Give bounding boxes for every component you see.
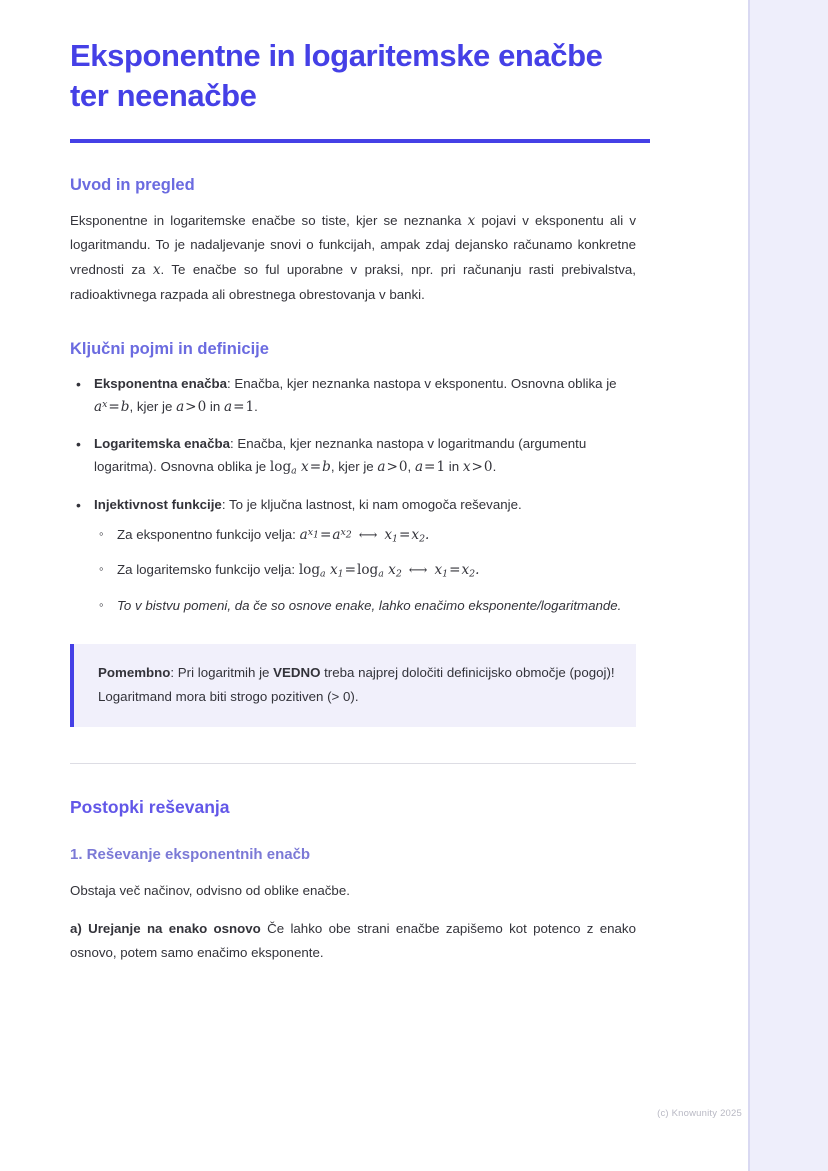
concepts-list — [70, 373, 636, 618]
callout-emphasis: VEDNO — [273, 664, 321, 680]
document-content — [70, 36, 636, 980]
math-x-2: x — [152, 261, 161, 278]
bullet2-text-b: , kjer je — [330, 459, 378, 475]
sub1-text: Za eksponentno funkcijo velja: — [117, 526, 300, 542]
math-injectivity-exponential: $a^{x_1}=a^{x_2}$ ⟷ $x_1=x_2$. — [299, 526, 430, 545]
subsection-heading-exponential-methods: 1. Reševanje eksponentnih enačb — [70, 845, 311, 863]
bullet2-text-e: . — [492, 459, 497, 475]
list-item — [94, 524, 636, 548]
list-item — [94, 559, 636, 583]
bullet2-text-c: , — [407, 459, 415, 475]
callout-text-b: treba najprej določiti definicijsko območje (pogoj)! Logaritmand mora biti strogo pozitiven (> 0). — [98, 664, 615, 705]
sub2-text: Za logaritemsko funkcijo velja: — [117, 562, 299, 578]
left-margin-band — [0, 0, 34, 1171]
list-item — [70, 494, 636, 618]
math-a-eq-1: a=1 — [223, 398, 255, 415]
list-item — [70, 373, 636, 419]
bullet1-text-d: . — [254, 398, 258, 414]
term-injectivity: Injektivnost funkcije — [94, 496, 222, 512]
callout-important — [70, 644, 636, 727]
right-margin-band — [750, 0, 828, 1171]
math-x-gt-0: x>0 — [462, 459, 493, 476]
sub3-text: To v bistvu pomeni, da če so osnove enake, lahko enačimo eksponente/logaritmande. — [117, 597, 622, 613]
math-a-gt-0-2: a>0 — [377, 459, 408, 476]
list-item — [94, 595, 636, 618]
callout-label: Pomembno — [98, 664, 171, 680]
math-a-eq-1-2: a=1 — [414, 459, 446, 476]
right-margin-divider — [748, 0, 750, 1171]
intro-text-part-1: Eksponentne in logaritemske enačbe so tiste, kjer se neznanka — [70, 212, 468, 228]
intro-text-part-3: . Te enačbe so ful uporabne v praksi, npr. pri računanju rasti prebivalstva, radioaktivnega razpada ali obrestnega obrestovanja v banki. — [70, 261, 636, 302]
method-a-paragraph — [70, 917, 636, 966]
math-log-basic-form: $\log_a x=b$ — [269, 459, 331, 477]
method-a-label: a) Urejanje na enako osnovo — [70, 921, 261, 937]
term-logarithmic-equation: Logaritemska enačba — [94, 436, 230, 452]
footer-copyright: (c) Knowunity 2025 — [657, 1108, 742, 1119]
callout-text-a: : Pri logaritmih je — [170, 664, 274, 680]
section-heading-intro: Uvod in pregled — [70, 175, 195, 194]
bullet1-text-c: in — [206, 398, 224, 414]
methods-intro-paragraph: Obstaja več načinov, odvisno od oblike enačbe. — [70, 882, 350, 898]
title-underline — [70, 139, 650, 143]
bullet1-text-b: , kjer je — [129, 398, 177, 414]
math-x-1: x — [467, 212, 476, 229]
injectivity-sublist — [94, 524, 636, 618]
bullet1-text-a: : Enačba, kjer neznanka nastopa v eksponentu. Osnovna oblika je — [227, 376, 617, 391]
section-heading-methods: Postopki reševanja — [70, 796, 230, 817]
section-heading-concepts: Ključni pojmi in definicije — [70, 340, 269, 358]
math-a-gt-0: a>0 — [176, 398, 207, 415]
intro-paragraph — [70, 209, 636, 307]
bullet2-text-d: in — [445, 459, 463, 475]
term-exponential-equation: Eksponentna enačba — [94, 376, 228, 391]
math-exp-basic-form: $a^x=b$ — [94, 398, 130, 415]
section-divider — [70, 763, 636, 764]
bullet3-text: : To je ključna lastnost, ki nam omogoča reševanje. — [221, 496, 522, 512]
page-title: Eksponentne in logaritemske enačbe ter neenačbe — [70, 38, 603, 114]
bullet2-text-a: : Enačba, kjer neznanka nastopa v logaritmandu (argumentu logaritma). Osnovna oblika je — [94, 436, 587, 475]
list-item — [70, 433, 636, 480]
math-injectivity-logarithmic: $\log_a x_1=\log_a$ $x_2$ ⟷ $x_1=x_2$. — [298, 562, 480, 580]
intro-text-part-2: pojavi v eksponentu ali v logaritmandu. To je nadaljevanje snovi o funkcijah, ampak zdaj dejansko računamo konkretne vrednosti za — [70, 212, 636, 277]
method-a-text: Če lahko obe strani enačbe zapišemo kot potenco z enako osnovo, potem samo enačimo eksponente. — [70, 921, 636, 961]
